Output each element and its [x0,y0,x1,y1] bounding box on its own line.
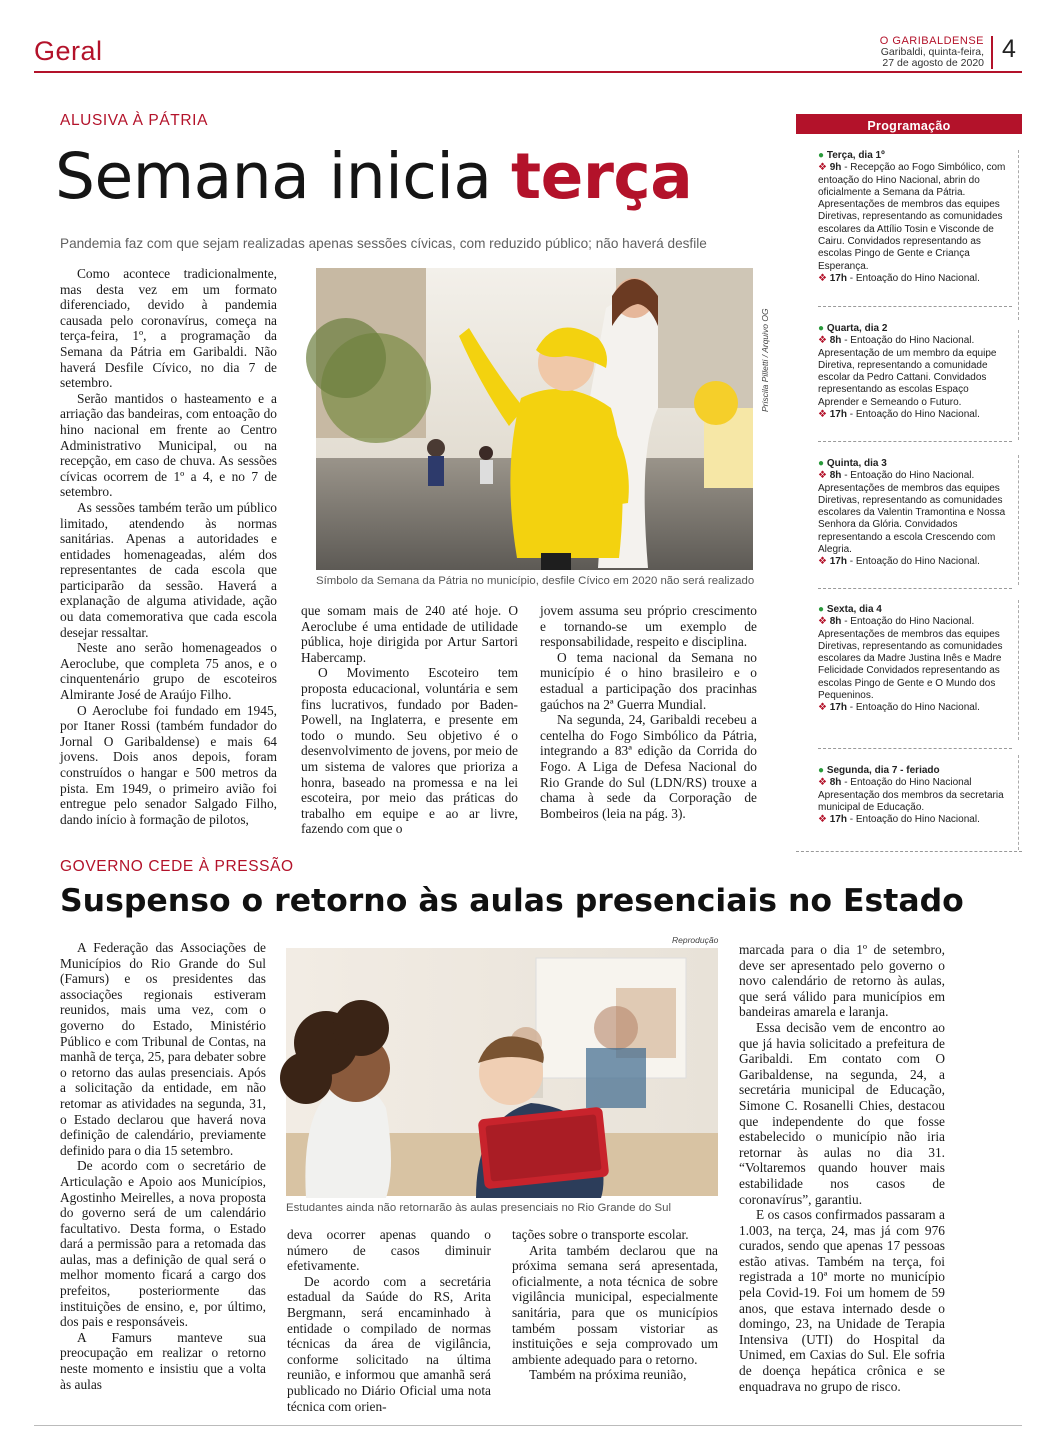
diamond-icon: ❖ [818,409,827,421]
publication-info [880,36,984,69]
event-text: - Entoação do Hino Nacional. Apresentações de membros das equipes Diretivas, representando as comunidades escolares da Madre Justina Inês e Madre Felicidade Convidados representando as escolas Pingo de Gente e O Mundo dos Pequeninos. [818,616,1003,702]
bullet-icon: ● [818,458,825,469]
article2-kicker: GOVERNO CEDE À PRESSÃO [60,858,294,875]
article2-column-4 [739,942,945,1417]
paragraph: O Aeroclube foi fundado em 1945, por Itaner Rossi (também fundador do Jornal O Garibaldense) e mais 64 jovens. Dois anos depois, foram construídos o hangar e 500 metros da pista. Em 1949, o primeiro avião foi entregue pelo senador Salgado Filho, dando início à formação de pilotos, [60,702,277,827]
paragraph: deva ocorrer apenas quando o número de casos diminuir efetivamente. [287,1227,491,1274]
bullet-icon: ● [818,765,825,776]
schedule-separator [818,588,1012,589]
page-number: 4 [1002,35,1016,63]
diamond-icon: ❖ [818,335,827,347]
article2-headline: Suspenso o retorno às aulas presenciais no Estado [60,883,964,919]
diamond-icon: ❖ [818,470,827,482]
diamond-icon: ❖ [818,556,827,568]
event-time: 17h [829,556,847,568]
event-text: - Entoação do Hino Nacional. Apresentação de um membro da equipe Diretiva, representando a comunidade escolar da Pedro Cattani. Convidados representando as escolas Espaço Aprender e Semeando o Futuro. [818,335,997,408]
parade-child-photo [316,268,753,570]
paragraph: A Federação das Associações de Municípios do Rio Grande do Sul (Famurs) e os presidentes das associações regionais estiveram reunidos, mais uma vez, com o governo do Estado, Ministério Público e com Tribunal de Contas, na manhã de terça, 25, para debater sobre o retorno das aulas presenciais. Após a solicitação da entidade, em não retomar as atividades na segunda, 31, o Estado declarou que haverá nova definição de calendário, previamente definido para o dia 15 setembro. [60,940,266,1158]
article1-column-2 [301,603,518,837]
sidebar-dashed-edge [1018,330,1019,440]
day-title: Terça, dia 1º [826,150,885,161]
event-time: 8h [829,335,842,347]
diamond-icon: ❖ [818,702,827,714]
headline-accent: terça [511,140,693,213]
publication-name: O GARIBALDENSE [879,35,984,47]
paragraph: Essa decisão vem de encontro ao que já havia solicitado a prefeitura de Garibaldi. Em contato com O Garibaldense, na segunda, 24, a secretária municipal de Educação, Simone C. Rosanelli Chies, destacou que independente do que fosse estabelecido o município não iria retornar às aulas no dia 31. “Voltaremos quando houver mais estabilidade nos casos de coronavírus”, garantiu. [739,1019,945,1207]
paragraph: De acordo com a secretária estadual da Saúde do RS, Arita Bergmann, será encaminhado à entidade o compilado de normas técnicas da área de vigilância, conforme solicitado na última reunião, e informou que amanhã será publicado no Diário Oficial uma nota técnica com orien- [287,1273,491,1414]
article2-column-1 [60,940,266,1398]
paragraph: jovem assuma seu próprio crescimento e tornando-se um exemplo de responsabilidade, respeito e disciplina. [540,603,757,650]
bullet-icon: ● [818,323,825,334]
bullet-icon: ● [818,150,825,161]
diamond-icon: ❖ [818,777,827,789]
event-time: 17h [829,814,847,826]
footer-rule [34,1425,1022,1426]
paragraph: Neste ano serão homenageados o Aeroclube, que completa 75 anos, e o cinquentenário grupo de escoteiros Almirante José de Araújo Filho. [60,640,277,703]
article1-subhead: Pandemia faz com que sejam realizadas apenas sessões cívicas, com reduzido público; não haverá desfile [60,236,707,251]
diamond-icon: ❖ [818,272,827,284]
article2-photo-caption: Estudantes ainda não retornarão às aulas presenciais no Rio Grande do Sul [286,1202,671,1214]
event-time: 9h [829,162,842,174]
article1-headline [55,140,692,213]
day-title: Quinta, dia 3 [826,458,887,469]
date-line-2: 27 de agosto de 2020 [882,57,984,69]
schedule-day-friday [818,604,1010,715]
sidebar-dashed-edge [1018,600,1019,740]
article1-kicker: ALUSIVA À PÁTRIA [60,112,209,129]
article2-column-2 [287,1227,491,1414]
event-time: 17h [829,409,847,421]
header-rule [34,71,1022,73]
article1-column-3 [540,603,757,833]
paragraph: A Famurs manteve sua preocupação em realizar o retorno neste momento e insistiu que a volta às aulas [60,1329,266,1392]
paragraph: O Movimento Escoteiro tem proposta educacional, voluntária e sem fins lucrativos, fundado por Baden-Powell, na Inglaterra, e presente em todo o mundo. Seu objetivo é o desenvolvimento de jovens, por meio de um sistema de valores que prioriza a honra, baseado na promessa e na lei escoteira, por meio das práticas do trabalho em equipe e ao ar livre, fazendo com que o [301,665,518,837]
headline-main: Semana inicia [55,140,511,213]
schedule-day-tuesday [818,150,1010,285]
paragraph: Também na próxima reunião, [529,1367,687,1383]
page-number-divider [991,36,993,69]
event-text: - Entoação do Hino Nacional. [846,556,980,568]
event-text: - Entoação do Hino Nacional. Apresentações de membros das equipes Diretivas, representando as comunidades escolares da Valentin Tramontina e Nossa Senhora da Glória. Convidados representando a escola Crescendo com Alegria. [818,470,1006,556]
event-time: 17h [829,702,847,714]
article2-photo-credit: Reprodução [672,935,719,945]
date-line-1: Garibaldi, quinta-feira, [880,46,984,58]
paragraph: Como acontece tradicionalmente, mas desta vez em um formato diferenciado, devido à pandemia causada pelo coronavírus, começa na terça-feira, 1º, a programação da Semana da Pátria em Garibaldi. Não haverá Desfile Cívico, no dia 7 de setembro. [60,266,277,391]
paragraph: O tema nacional da Semana no município é o hino brasileiro e o estadual a participação dos pracinhas gaúchos na 2ª Guerra Mundial. [540,649,757,712]
schedule-separator [818,306,1012,307]
event-time: 17h [829,272,847,284]
bullet-icon: ● [818,604,825,615]
schedule-day-monday-holiday [818,765,1010,826]
paragraph: Serão mantidos o hasteamento e a arriação das bandeiras, com entoação do hino nacional em frente ao Centro Administrativo Municipal, ou na recepção, em caso de chuva. As sessões cívicas ocorrem de 1º a 4, e no 7 de setembro. [60,390,277,500]
article1-column-1 [60,266,277,832]
sidebar-dashed-edge [1018,150,1019,320]
event-time: 8h [829,616,842,628]
paragraph: marcada para o dia 1º de setembro, deve ser apresentado pelo governo o novo calendário de retorno às aulas, que será válido para municípios em bandeiras amarela e laranja. [739,942,945,1020]
sidebar-dashed-edge [1018,755,1019,850]
classroom-children-photo [286,948,718,1196]
diamond-icon: ❖ [818,162,827,174]
article1-photo-credit: Priscila Pilletti / Arquivo OG [760,308,770,412]
paragraph: E os casos confirmados passaram a 1.003, na terça, 24, mas já com 976 curados, sendo que apenas 17 pessoas estão ativas. Também na terça, foi registrada a 10ª morte no município pela Covid-19. Foi um homem de 59 anos, que estava internado desde o domingo, 23, na Unidade de Terapia Intensiva (UTI) do Hospital da Unimed, em Caxias do Sul. Ele sofria de doença hepática crônica e se enquadrava no grupo de risco. [739,1207,945,1394]
day-title: Sexta, dia 4 [826,604,882,615]
event-time: 8h [829,777,842,789]
paragraph: Arita também declarou que na próxima semana será apresentada, oficialmente, a nota técnica de sobre vigilância municipal, especialmente sanitária, para que os municípios também possam vistoriar as instituições e seja comprovado um ambiente adequado para o retorno. [512,1242,718,1367]
diamond-icon: ❖ [818,616,827,628]
section-name: Geral [34,36,103,66]
event-text: - Entoação do Hino Nacional. [846,272,980,284]
event-text: - Entoação do Hino Nacional. [846,702,980,714]
paragraph: As sessões também terão um público limitado, atendendo às normas sanitárias. Apenas a autoridades e entidades homenageadas, além dos representantes de cada escola que participarão da sessão. Haverá a explanação de alguma atividade, ação ou data comemorativa que cada escola desejar ressaltar. [60,499,277,640]
article1-photo-caption: Símbolo da Semana da Pátria no município, desfile Cívico em 2020 não será realizado [316,575,755,587]
day-title: Segunda, dia 7 - feriado [826,765,940,776]
article2-photo [286,948,718,1196]
article2-column-3 [512,1227,718,1399]
event-time: 8h [829,470,842,482]
schedule-separator [818,441,1012,442]
paragraph: que somam mais de 240 até hoje. O Aeroclube é uma entidade de utilidade pública, hoje dirigida por Artur Sartori Habercamp. [301,603,518,665]
schedule-day-thursday [818,458,1010,569]
event-text: - Entoação do Hino Nacional. [846,409,980,421]
paragraph: De acordo com o secretário de Articulação e Apoio aos Municípios, Agostinho Meirelles, a nova proposta do governo será de um calendário facultativo. Desta forma, o Estado dará a permissão para a retomada das aulas, mas a definição de qual será o melhor momento ficará a cargo dos prefeitos, posteriormente das instituições de ensino, e, por último, dos pais e responsáveis. [60,1158,266,1330]
schedule-separator [818,748,1012,749]
paragraph: tações sobre o transporte escolar. [512,1227,689,1242]
event-text: - Recepção ao Fogo Simbólico, com entoação do Hino Nacional, abrin do oficialmente a Semana da Pátria. Apresentações de membros das equipes Diretivas, representando as comunidades escolares da Attílio Tosin e Visconde de Cairu. Convidados representando as escolas Pingo de Gente e Criança Esperança. [818,162,1006,272]
schedule-day-wednesday [818,323,1010,421]
event-text: - Entoação do Hino Nacional Apresentação dos membros da secretaria municipal de Educação. [818,777,1004,813]
diamond-icon: ❖ [818,814,827,826]
day-title: Quarta, dia 2 [826,323,888,334]
sidebar-title: Programação [796,118,1022,134]
paragraph: Na segunda, 24, Garibaldi recebeu a centelha do Fogo Simbólico da Pátria, integrando a 83ª edição da Corrida do Fogo. A Liga de Defesa Nacional do Rio Grande do Sul (LDN/RS) trouxe a chama à sede da Corporação de Bombeiros (leia na pág. 3). [540,712,757,821]
event-text: - Entoação do Hino Nacional. [846,814,980,826]
sidebar-dashed-edge [1018,455,1019,585]
article1-photo [316,268,753,570]
